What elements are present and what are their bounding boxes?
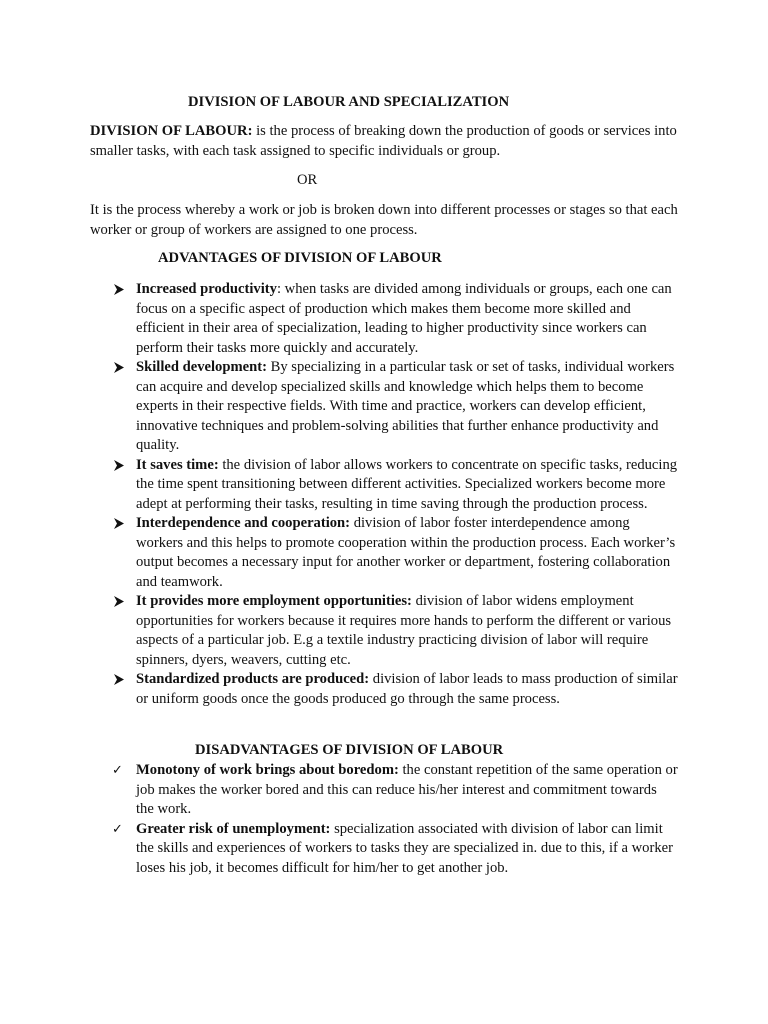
document-title: DIVISION OF LABOUR AND SPECIALIZATION xyxy=(188,94,510,110)
arrowhead-bullet-icon xyxy=(112,514,126,533)
disadvantage-text: the constant repetition of the same operation or job makes the worker bored and this can reduce his/her interest and commitment towards the work. xyxy=(136,762,678,817)
list-item xyxy=(112,761,678,820)
arrowhead-bullet-icon xyxy=(112,456,126,475)
advantage-term: Interdependence and cooperation: xyxy=(136,515,351,531)
list-item xyxy=(112,280,678,358)
advantage-text: : when tasks are divided among individuals or groups, each one can focus on a specific aspect of production which makes them become more skilled and efficient in their area of specialization, leading to higher productivity since workers can perform their tasks more quickly and accurately. xyxy=(136,281,672,356)
arrowhead-bullet-icon xyxy=(112,670,126,689)
definition-text: is the process of breaking down the production of goods or services into smaller tasks, with each task assigned to specific individuals or group. xyxy=(90,123,677,159)
disadvantage-term: Greater risk of unemployment: xyxy=(136,820,331,837)
advantages-list xyxy=(112,280,678,709)
advantages-heading: ADVANTAGES OF DIVISION OF LABOUR xyxy=(158,250,442,266)
list-item xyxy=(112,514,678,592)
advantage-term: Increased productivity xyxy=(136,281,277,297)
checkmark-bullet-icon: ✓ xyxy=(112,821,123,837)
checkmark-bullet-icon: ✓ xyxy=(112,763,123,778)
advantage-term: Standardized products are produced: xyxy=(136,671,370,687)
disadvantage-term: Monotony of work brings about boredom: xyxy=(136,762,399,778)
definition-paragraph xyxy=(90,122,680,161)
arrowhead-bullet-icon xyxy=(112,592,126,611)
disadvantages-heading: DISADVANTAGES OF DIVISION OF LABOUR xyxy=(195,742,504,758)
advantage-term: Skilled development: xyxy=(136,359,267,375)
arrowhead-bullet-icon xyxy=(112,358,126,377)
advantage-text: By specializing in a particular task or set of tasks, individual workers can acquire and develop specialized skills and knowledge which helps them to become experts in their respective fields. With time and practice, workers can develop efficient, innovative techniques and problem-solving abilities that further enhance productivity and quality. xyxy=(136,359,675,453)
list-item xyxy=(112,670,678,709)
arrowhead-bullet-icon xyxy=(112,280,126,299)
list-item xyxy=(112,358,678,456)
list-item xyxy=(112,820,678,879)
alt-definition-paragraph: It is the process whereby a work or job is broken down into different processes or stages so that each worker or group of workers are assigned to one process. xyxy=(90,202,678,238)
advantage-text: division of labor leads to mass production of similar or uniform goods once the goods produced go through the same process. xyxy=(136,671,678,707)
list-item xyxy=(112,456,678,515)
disadvantages-list xyxy=(112,761,678,878)
list-item xyxy=(112,592,678,670)
or-separator: OR xyxy=(297,172,318,188)
advantage-term: It saves time: xyxy=(136,456,219,473)
advantage-text: division of labor widens employment opportunities for workers because it requires more hands to perform the different or various aspects of a particular job. E.g a textile industry practicing division of labor will require spinners, dyers, weavers, cutting etc. xyxy=(136,593,672,668)
definition-term: DIVISION OF LABOUR: xyxy=(90,123,253,139)
advantage-term: It provides more employment opportunities: xyxy=(136,593,412,609)
advantage-text: the division of labor allows workers to concentrate on specific tasks, reducing the time spent transitioning between different activities. Specialized workers become more adept at performing their tasks, resulting in time saving through the production process. xyxy=(136,456,678,512)
advantage-text: division of labor foster interdependence among workers and this helps to promote cooperation within the production process. Each worker’s output becomes a necessary input for another worker or department, fostering collaboration and teamwork. xyxy=(136,515,676,590)
disadvantage-text: specialization associated with division of labor can limit the skills and experiences of workers to tasks they are specialized in. due to this, if a worker loses his job, it becomes difficult for him/her to get another job. xyxy=(136,820,673,876)
